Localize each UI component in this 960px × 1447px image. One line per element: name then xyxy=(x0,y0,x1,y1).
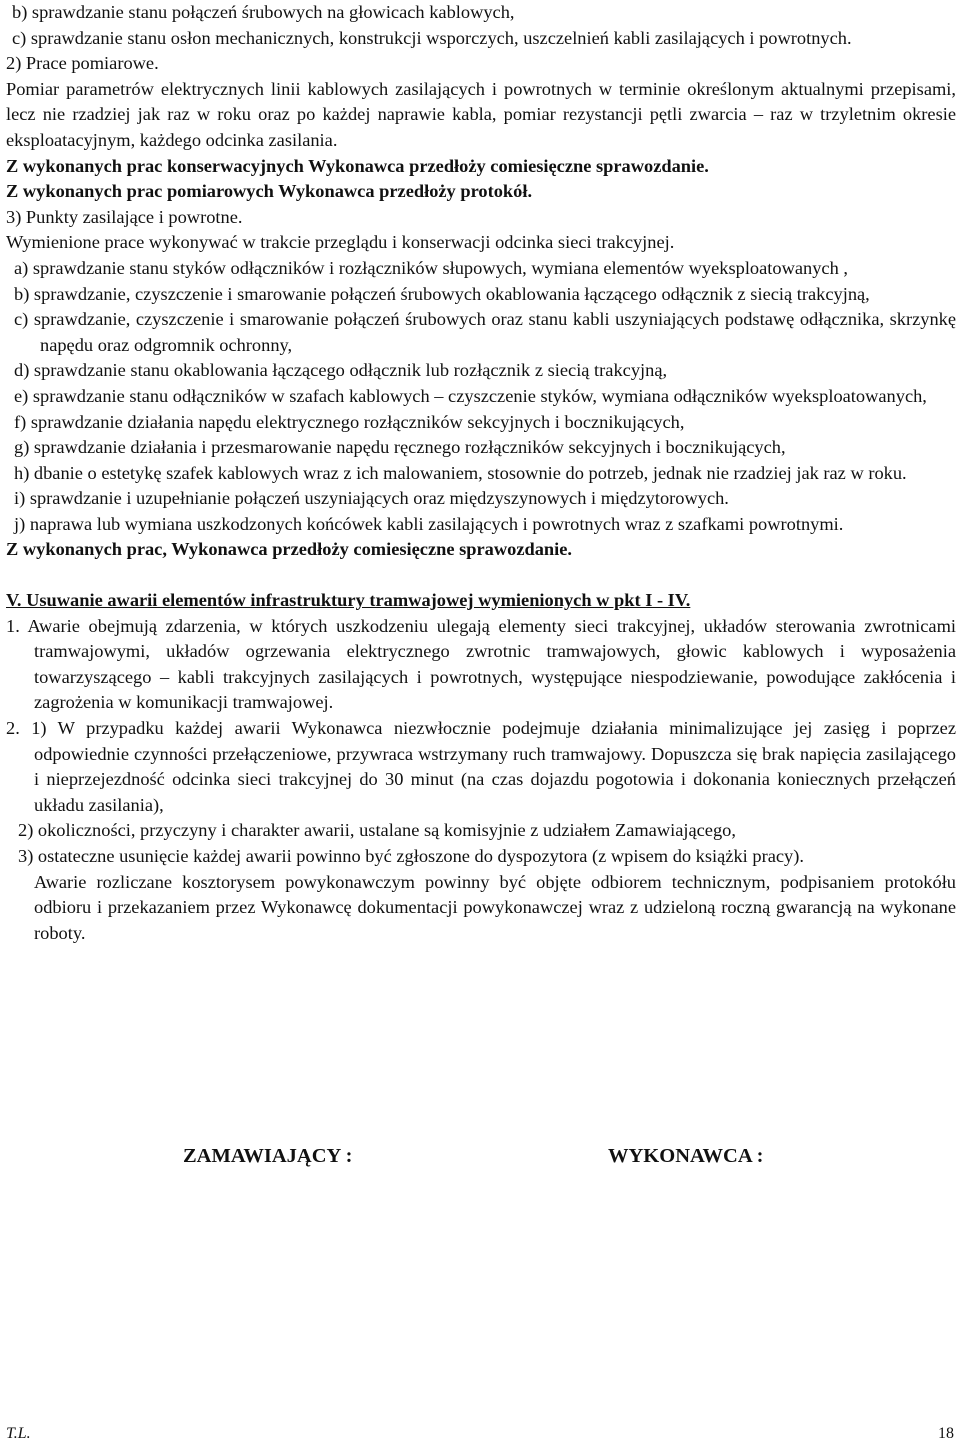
section-subheading: 3) Punkty zasilające i powrotne. xyxy=(6,206,243,227)
spacer xyxy=(6,563,956,588)
paragraph-bold: Z wykonanych prac, Wykonawca przedłoży comiesięczne sprawozdanie. xyxy=(6,539,572,560)
list-item: c) sprawdzanie, czyszczenie i smarowanie połączeń śrubowych oraz stanu kabli uszyniających podstawę odłącznika, skrzynkę napędu oraz odgromnik ochronny, xyxy=(14,309,956,355)
paragraph: Pomiar parametrów elektrycznych linii kablowych zasilających i powrotnych w terminie określonym aktualnymi przepisami, lecz nie rzadziej jak raz w roku oraz po każdej naprawie kabla, pomiar rezystancji pętli zwarcia – raz w trzyletnim okresie eksploatacyjnym, każdego odcinka zasilania. xyxy=(6,78,956,150)
list-item: i) sprawdzanie i uzupełnianie połączeń uszyniających oraz międzyszynowych i międzytorowych. xyxy=(14,488,729,509)
list-item: j) naprawa lub wymiana uszkodzonych końcówek kabli zasilających i powrotnych wraz z szafkami powrotnymi. xyxy=(14,513,844,534)
signature-label-contractor: WYKONAWCA : xyxy=(608,1145,764,1167)
list-item: a) sprawdzanie stanu styków odłączników i rozłączników słupowych, wymiana elementów wyeksploatowanych , xyxy=(14,257,848,278)
paragraph-bold: Z wykonanych prac pomiarowych Wykonawca przedłoży protokół. xyxy=(6,181,533,202)
numbered-paragraph: 1. Awarie obejmują zdarzenia, w których uszkodzeniu ulegają elementy sieci trakcyjnej, układów sterowania zwrotnicami tramwajowymi, układów ogrzewania elektrycznego zwrotnic tramwajowych, głowic kablowych i wyposażenia towarzyszącego – kabli trakcyjnych zasilających i powrotnych, występujące niespodziewanie, powodujące zakłócenia i zagrożenia w komunikacji tramwajowej. xyxy=(6,615,956,713)
list-item: g) sprawdzanie działania i przesmarowanie napędu ręcznego rozłączników sekcyjnych i bocznikujących, xyxy=(14,437,786,458)
page-number: 18 xyxy=(938,1425,954,1442)
footer-initials: T.L. xyxy=(6,1425,31,1442)
paragraph: c) sprawdzanie stanu osłon mechanicznych, konstrukcji wsporczych, uszczelnień kabli zasilających i powrotnych. xyxy=(12,27,852,48)
task-list xyxy=(6,256,956,538)
paragraph: Wymienione prace wykonywać w trakcie przeglądu i konserwacji odcinka sieci trakcyjnej. xyxy=(6,232,675,253)
list-item: f) sprawdzanie działania napędu elektrycznego rozłączników sekcyjnych i bocznikujących, xyxy=(14,411,685,432)
numbered-paragraph: 2. 1) W przypadku każdej awarii Wykonawca niezwłocznie podejmuje działania minimalizujące jej zasięg i poprzez odpowiednie czynności przełączeniowe, przywraca wstrzymany ruch tramwajowy. Dopuszcza się brak napięcia zasilającego i nieprzejezdność odcinka sieci trakcyjnej do 30 minut (na czas dojazdu pogotowia i dokonania koniecznych przełączeń układu zasilania), xyxy=(6,718,956,815)
paragraph: Awarie rozliczane kosztorysem powykonawczym powinny być objęte odbiorem technicznym, podpisaniem protokółu odbioru i przekazaniem przez Wykonawcę dokumentacji powykonawczej wraz z udzieloną roczną gwarancją na wykonane roboty. xyxy=(34,871,956,943)
list-item: b) sprawdzanie, czyszczenie i smarowanie połączeń śrubowych okablowania łączącego odłącznik z siecią trakcyjną, xyxy=(14,283,870,304)
numbered-paragraph: 3) ostateczne usunięcie każdej awarii powinno być zgłoszone do dyspozytora (z wpisem do książki pracy). xyxy=(18,846,804,866)
section-heading: V. Usuwanie awarii elementów infrastruktury tramwajowej wymienionych w pkt I - IV. xyxy=(6,590,691,611)
document-body xyxy=(6,0,956,946)
list-item: e) sprawdzanie stanu odłączników w szafach kablowych – czyszczenie styków, wymiana odłączników wyeksploatowanych, xyxy=(14,385,927,406)
list-item: d) sprawdzanie stanu okablowania łączącego odłącznik lub rozłącznik z siecią trakcyjną, xyxy=(14,360,668,381)
list-item: h) dbanie o estetykę szafek kablowych wraz z ich malowaniem, stosownie do potrzeb, jednak nie rzadziej jak raz w roku. xyxy=(14,462,907,483)
section-subheading: 2) Prace pomiarowe. xyxy=(6,53,159,74)
paragraph: b) sprawdzanie stanu połączeń śrubowych na głowicach kablowych, xyxy=(12,2,515,22)
paragraph-bold: Z wykonanych prac konserwacyjnych Wykonawca przedłoży comiesięczne sprawozdanie. xyxy=(6,155,709,176)
numbered-paragraph: 2) okoliczności, przyczyny i charakter awarii, ustalane są komisyjnie z udziałem Zamawiającego, xyxy=(18,820,736,841)
signature-label-client: ZAMAWIAJĄCY : xyxy=(183,1145,353,1167)
